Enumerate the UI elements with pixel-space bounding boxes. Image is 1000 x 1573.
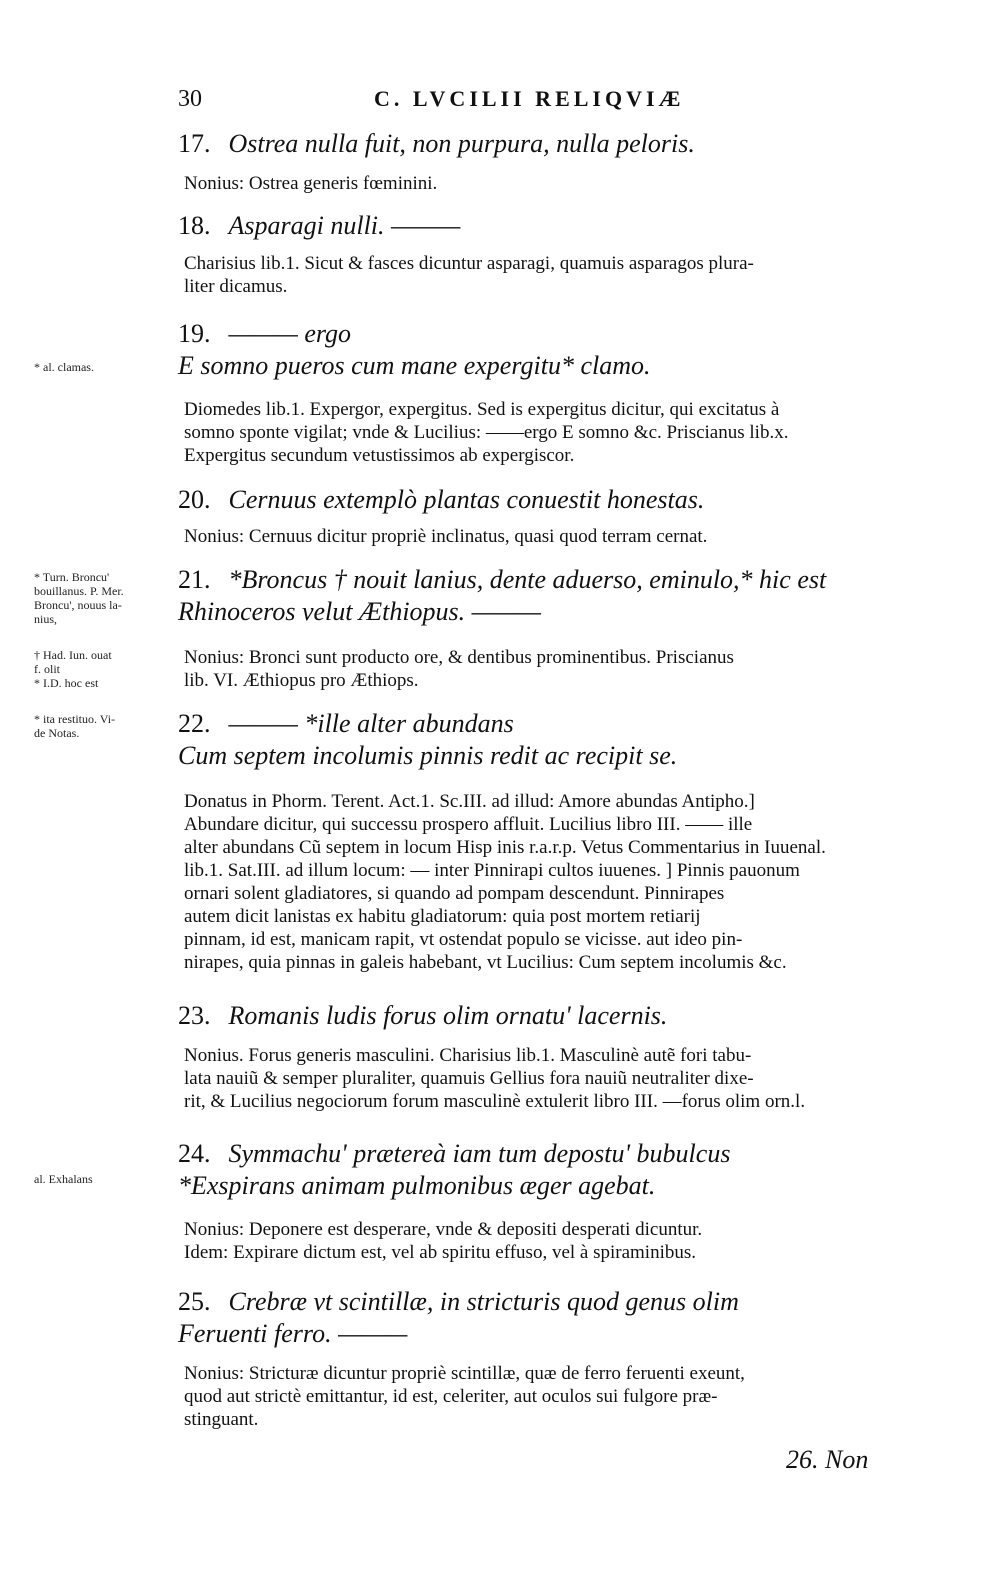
note-line: rit, & Lucilius negociorum forum masculinè extulerit libro III. —forus olim orn.l. — [184, 1091, 806, 1112]
note-line: Nonius: Ostrea generis fœminini. — [184, 173, 438, 194]
note-21 — [184, 646, 896, 692]
note-line: stinguant. — [184, 1409, 259, 1430]
verse-line: Cum septem incolumis pinnis redit ac recipit se. — [178, 741, 678, 770]
running-title: C. LVCILII RELIQVIÆ — [374, 86, 685, 111]
note-19 — [184, 398, 896, 467]
note-line: Donatus in Phorm. Terent. Act.1. Sc.III. ad illud: Amore abundas Antipho.] — [184, 791, 755, 812]
note-line: Nonius: Stricturæ dicuntur propriè scintillæ, quæ de ferro feruenti exeunt, — [184, 1363, 745, 1384]
margin-note: al. Exhalans — [34, 1172, 93, 1186]
note-line: pinnam, id est, manicam rapit, vt ostendat populo se vicisse. aut ideo pin- — [184, 929, 743, 950]
note-line: Nonius: Bronci sunt producto ore, & dentibus prominentibus. Priscianus — [184, 647, 734, 668]
verse-line: Romanis ludis forus olim ornatu' lacernis. — [228, 1001, 668, 1030]
fragment-number: 19. — [178, 319, 211, 348]
note-17 — [184, 172, 896, 195]
margin-note: † Had. Iun. ouat f. olit * I.D. hoc est — [34, 648, 112, 690]
verse-line: Cernuus extemplò plantas conuestit honestas. — [228, 485, 705, 514]
verse-line: *Broncus † nouit lanius, dente aduerso, eminulo,* hic est — [228, 565, 827, 594]
note-line: Nonius. Forus generis masculini. Charisius lib.1. Masculinè autẽ fori tabu- — [184, 1045, 752, 1066]
verse-line: Symmachu' prætereà iam tum depostu' bubulcus — [228, 1139, 731, 1168]
note-line: Nonius: Deponere est desperare, vnde & depositi desperati dicuntur. — [184, 1219, 703, 1240]
fragment-24 — [178, 1138, 898, 1202]
note-23 — [184, 1044, 896, 1113]
fragment-22 — [178, 708, 898, 772]
note-22 — [184, 790, 896, 974]
note-line: nirapes, quia pinnas in galeis habebant, vt Lucilius: Cum septem incolumis &c. — [184, 952, 787, 973]
note-line: autem dicit lanistas ex habitu gladiatorum: quia post mortem retiarij — [184, 906, 701, 927]
fragment-number: 23. — [178, 1001, 211, 1030]
note-20 — [184, 525, 896, 548]
verse-line: *Exspirans animam pulmonibus æger agebat. — [178, 1171, 656, 1200]
margin-note: * al. clamas. — [34, 360, 94, 374]
note-line: Abundare dicitur, qui successu prospero affluit. Lucilius libro III. —— ille — [184, 814, 753, 835]
margin-note: * Turn. Broncu' bouillanus. P. Mer. Broncu', nouus la- nius, — [34, 570, 124, 626]
fragment-19 — [178, 318, 898, 382]
fragment-23 — [178, 1000, 898, 1032]
verse-line: Ostrea nulla fuit, non purpura, nulla peloris. — [228, 129, 695, 158]
fragment-number: 17. — [178, 129, 211, 158]
verse-line: Rhinoceros velut Æthiopus. ——— — [178, 597, 542, 626]
fragment-25 — [178, 1286, 898, 1350]
note-18 — [184, 252, 896, 298]
note-line: Nonius: Cernuus dicitur propriè inclinatus, quasi quod terram cernat. — [184, 526, 708, 547]
running-head — [178, 86, 898, 116]
page-number: 30 — [178, 86, 202, 112]
verse-line: Crebræ vt scintillæ, in stricturis quod genus olim — [228, 1287, 739, 1316]
note-line: Diomedes lib.1. Expergor, expergitus. Sed is expergitus dicitur, qui excitatus à — [184, 399, 780, 420]
fragment-17 — [178, 128, 898, 160]
verse-line: Asparagi nulli. ——— — [228, 211, 461, 240]
verse-line: ——— ergo — [228, 319, 352, 348]
note-line: ornari solent gladiatores, si quando ad pompam descendunt. Pinnirapes — [184, 883, 725, 904]
fragment-18 — [178, 210, 898, 242]
note-line: lib.1. Sat.III. ad illum locum: — inter Pinnirapi cultos iuuenes. ] Pinnis pauonum — [184, 860, 800, 881]
catchword: 26. Non — [786, 1445, 869, 1474]
note-line: Charisius lib.1. Sicut & fasces dicuntur asparagi, quamuis asparagos plura- — [184, 253, 754, 274]
note-24 — [184, 1218, 896, 1264]
fragment-number: 24. — [178, 1139, 211, 1168]
note-line: alter abundans Cũ septem in locum Hisp inis r.a.r.p. Vetus Commentarius in Iuuenal. — [184, 837, 826, 858]
fragment-20 — [178, 484, 898, 516]
note-line: lib. VI. Æthiopus pro Æthiops. — [184, 670, 419, 691]
note-line: lata nauiũ & semper pluraliter, quamuis Gellius fora nauiũ neutraliter dixe- — [184, 1068, 754, 1089]
fragment-number: 18. — [178, 211, 211, 240]
margin-note: * ita restituo. Vi- de Notas. — [34, 712, 116, 740]
fragment-21 — [178, 564, 898, 628]
fragment-number: 25. — [178, 1287, 211, 1316]
verse-line: E somno pueros cum mane expergitu* clamo. — [178, 351, 651, 380]
note-line: Expergitus secundum vetustissimos ab expergiscor. — [184, 445, 575, 466]
note-25 — [184, 1362, 896, 1431]
fragment-number: 20. — [178, 485, 211, 514]
fragment-number: 21. — [178, 565, 211, 594]
note-line: Idem: Expirare dictum est, vel ab spiritu effuso, vel à spiraminibus. — [184, 1242, 696, 1263]
note-line: quod aut strictè emittantur, id est, celeriter, aut oculos sui fulgore præ- — [184, 1386, 718, 1407]
note-line: somno sponte vigilat; vnde & Lucilius: ——ergo E somno &c. Priscianus lib.x. — [184, 422, 789, 443]
note-line: liter dicamus. — [184, 276, 288, 297]
fragment-number: 22. — [178, 709, 211, 738]
verse-line: ——— *ille alter abundans — [228, 709, 514, 738]
verse-line: Feruenti ferro. ——— — [178, 1319, 408, 1348]
